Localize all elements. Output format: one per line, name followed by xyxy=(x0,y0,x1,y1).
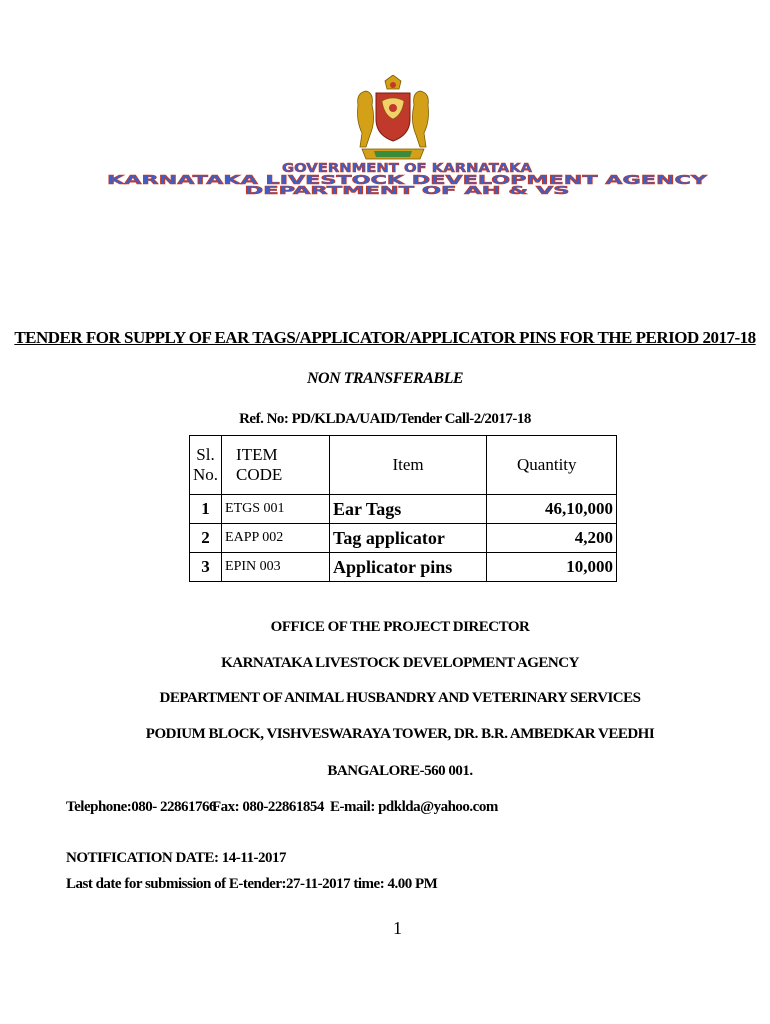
items-table xyxy=(189,435,617,582)
office-line-2: KARNATAKA LIVESTOCK DEVELOPMENT AGENCY xyxy=(221,655,579,671)
cell-item: Tag applicator xyxy=(330,524,487,553)
cell-code: EAPP 002 xyxy=(222,524,330,553)
page-number: 1 xyxy=(393,918,402,938)
header-code-line-2: CODE xyxy=(236,465,283,484)
header-sl-no xyxy=(190,436,222,495)
cell-quantity: 46,10,000 xyxy=(487,495,617,524)
non-transferable-label: NON TRANSFERABLE xyxy=(306,370,464,387)
office-line-5: BANGALORE-560 001. xyxy=(327,763,473,779)
office-line-3: DEPARTMENT OF ANIMAL HUSBANDRY AND VETERINARY SERVICES xyxy=(159,690,641,706)
cell-quantity: 4,200 xyxy=(487,524,617,553)
email-address: E-mail: pdklda@yahoo.com xyxy=(330,799,498,815)
cell-code: EPIN 003 xyxy=(222,553,330,582)
telephone-number: Telephone:080- 22861766 xyxy=(66,799,217,815)
header-sl-line-2: No. xyxy=(193,465,219,484)
cell-sl: 2 xyxy=(190,524,222,553)
header-quantity: Quantity xyxy=(487,436,617,495)
cell-code: ETGS 001 xyxy=(222,495,330,524)
office-line-4: PODIUM BLOCK, VISHVESWARAYA TOWER, DR. B.R. AMBEDKAR VEEDHI xyxy=(145,726,655,742)
table-header-row xyxy=(190,436,617,495)
tender-title: TENDER FOR SUPPLY OF EAR TAGS/APPLICATOR/APPLICATOR PINS FOR THE PERIOD 2017-18 xyxy=(14,328,756,347)
banner-line-3: DEPARTMENT OF AH & VS xyxy=(244,184,570,196)
header-item-code xyxy=(222,436,330,495)
state-emblem-icon xyxy=(352,75,434,165)
cell-quantity: 10,000 xyxy=(487,553,617,582)
reference-number: Ref. No: PD/KLDA/UAID/Tender Call-2/2017-18 xyxy=(239,411,531,427)
banner-line-1: GOVERNMENT OF KARNATAKA xyxy=(282,161,533,175)
header-sl-line-1: Sl. xyxy=(196,445,215,464)
cell-sl: 3 xyxy=(190,553,222,582)
table-row xyxy=(190,495,617,524)
fax-number: Fax: 080-22861854 xyxy=(212,799,324,815)
agency-banner xyxy=(105,160,710,196)
table-row xyxy=(190,553,617,582)
header-item: Item xyxy=(330,436,487,495)
office-line-1: OFFICE OF THE PROJECT DIRECTOR xyxy=(270,619,530,635)
last-submission-date: Last date for submission of E-tender:27-11-2017 time: 4.00 PM xyxy=(66,876,438,892)
notification-date: NOTIFICATION DATE: 14-11-2017 xyxy=(66,850,286,866)
table-row xyxy=(190,524,617,553)
banner-line-2: KARNATAKA LIVESTOCK DEVELOPMENT AGENCY xyxy=(107,173,708,187)
header-code-line-1: ITEM xyxy=(236,445,278,464)
cell-sl: 1 xyxy=(190,495,222,524)
cell-item: Ear Tags xyxy=(330,495,487,524)
cell-item: Applicator pins xyxy=(330,553,487,582)
